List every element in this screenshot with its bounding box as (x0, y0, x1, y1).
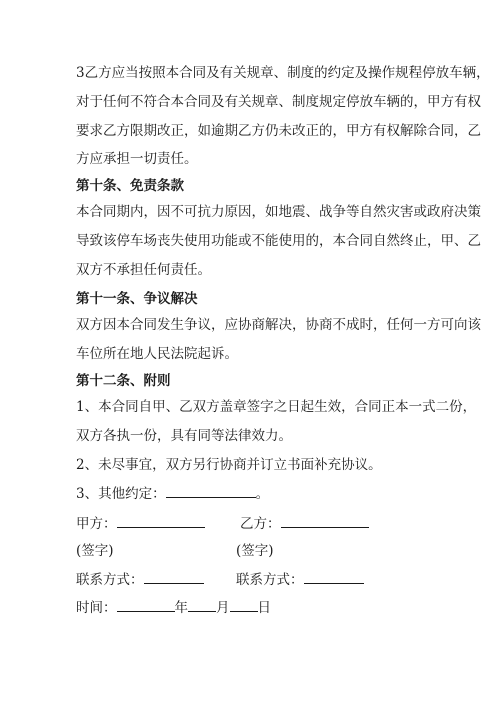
contact-a-line (76, 570, 204, 589)
contact-a-blank[interactable] (144, 570, 204, 584)
paragraph-line: 导致该停车场丧失使用功能或不能使用的，本合同自然终止，甲、乙 (76, 233, 481, 249)
paragraph-line: 3乙方应当按照本合同及有关规章、制度的约定及操作规程停放车辆， (76, 65, 490, 81)
party-a-line (76, 514, 205, 533)
contact-b-blank[interactable] (304, 570, 364, 584)
paragraph-line: 双方各执一份，具有同等法律效力。 (76, 428, 292, 444)
date-line (76, 598, 271, 617)
clause-heading: 第十条、免责条款 (76, 178, 184, 194)
party-b-blank[interactable] (281, 514, 369, 528)
other-agreement-label: 3、其他约定： (76, 486, 166, 502)
day-blank[interactable] (230, 598, 258, 612)
contact-b-line (236, 570, 364, 589)
time-label: 时间： (76, 600, 117, 616)
year-blank[interactable] (117, 598, 175, 612)
day-label: 日 (257, 600, 271, 616)
party-a-sign: (签字) (76, 543, 114, 559)
clause-heading: 第十一条、争议解决 (76, 291, 198, 307)
clause-heading: 第十二条、附则 (76, 373, 171, 389)
party-b-line (240, 514, 369, 533)
paragraph-line: 双方不承担任何责任。 (76, 262, 211, 278)
paragraph-line: 对于任何不符合本合同及有关规章、制度规定停放车辆的，甲方有权 (76, 94, 481, 110)
party-b-label: 乙方： (240, 516, 281, 532)
other-agreement-blank[interactable] (166, 484, 256, 498)
other-agreement-line (76, 484, 269, 503)
month-label: 月 (216, 600, 230, 616)
year-label: 年 (174, 600, 188, 616)
contact-a-label: 联系方式： (76, 572, 144, 588)
party-a-label: 甲方： (76, 516, 117, 532)
party-a-blank[interactable] (117, 514, 205, 528)
paragraph-line: 要求乙方限期改正，如逾期乙方仍未改正的，甲方有权解除合同，乙 (76, 123, 481, 139)
paragraph-line: 2、未尽事宜，双方另行协商并订立书面补充协议。 (76, 457, 382, 473)
paragraph-line: 本合同期内，因不可抗力原因，如地震、战争等自然灾害或政府决策 (76, 204, 481, 220)
month-blank[interactable] (188, 598, 216, 612)
paragraph-line: 双方因本合同发生争议，应协商解决，协商不成时，任何一方可向该 (76, 317, 481, 333)
paragraph-line: 1、本合同自甲、乙双方盖章签字之日起生效，合同正本一式二份， (76, 399, 477, 415)
paragraph-line: 车位所在地人民法院起诉。 (76, 346, 238, 362)
other-agreement-end: 。 (255, 486, 270, 502)
contact-b-label: 联系方式： (236, 572, 304, 588)
party-b-sign: (签字) (236, 543, 274, 559)
paragraph-line: 方应承担一切责任。 (76, 151, 198, 167)
